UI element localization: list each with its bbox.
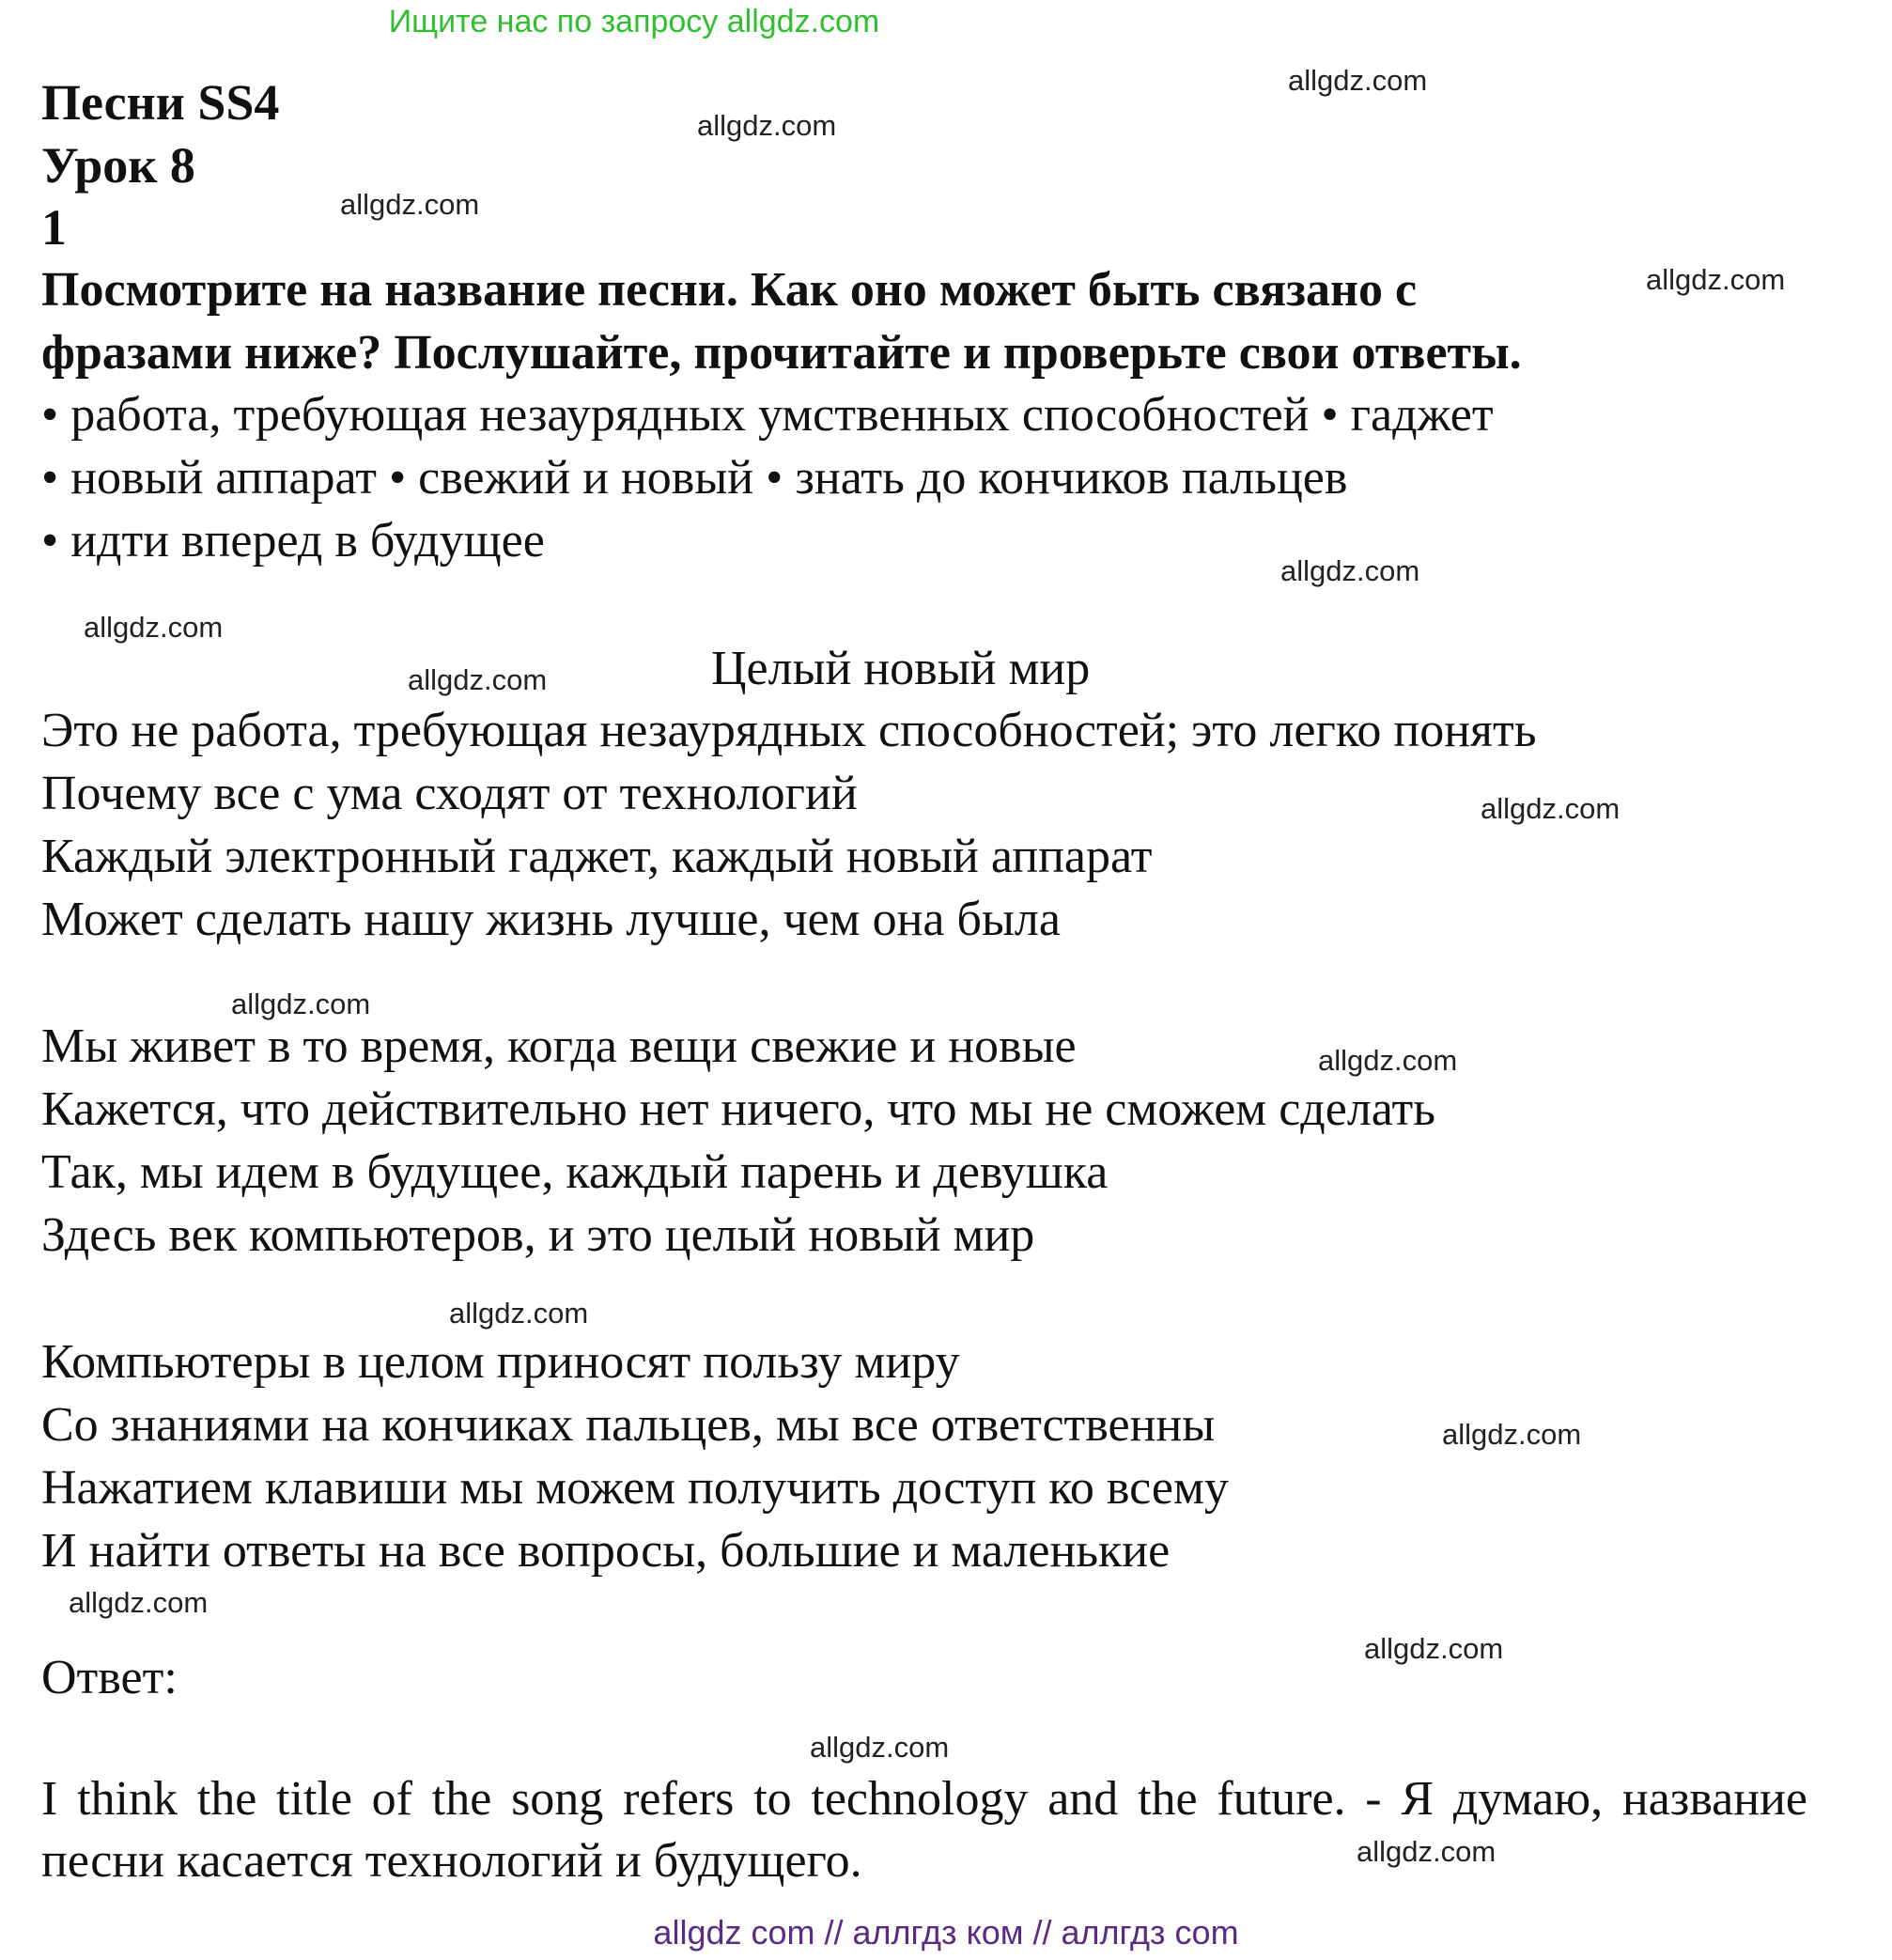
lyric-line: Мы живет в то время, когда вещи свежие и новые — [41, 1019, 1077, 1073]
watermark: allgdz.com — [69, 1586, 209, 1619]
watermark: allgdz.com — [231, 988, 371, 1020]
footer-watermark: allgdz com // аллгдз ком // аллгдз com — [653, 1913, 1239, 1952]
watermark: allgdz.com — [449, 1297, 589, 1330]
phrase-line: • идти вперед в будущее — [41, 514, 545, 568]
answer-label: Ответ: — [41, 1651, 178, 1704]
watermark: allgdz.com — [1280, 554, 1420, 587]
watermark: allgdz.com — [1442, 1418, 1582, 1451]
song-title: Целый новый мир — [711, 642, 1091, 695]
lyric-line: Здесь век компьютеров, и это целый новый мир — [41, 1208, 1035, 1262]
phrase-line: • новый аппарат • свежий и новый • знать до кончиков пальцев — [41, 451, 1348, 505]
phrase-line: • работа, требующая незаурядных умственных способностей • гаджет — [41, 388, 1494, 442]
watermark: allgdz.com — [1646, 263, 1786, 296]
watermark: allgdz.com — [1288, 64, 1428, 97]
lyric-line: Это не работа, требующая незаурядных способностей; это легко понять — [41, 704, 1537, 757]
lyric-line: Так, мы идем в будущее, каждый парень и девушка — [41, 1145, 1109, 1199]
watermark: allgdz.com — [810, 1731, 950, 1764]
lyric-line: Нажатием клавиши мы можем получить доступ ко всему — [41, 1461, 1229, 1515]
lyric-line: Может сделать нашу жизнь лучше, чем она была — [41, 893, 1061, 946]
watermark: allgdz.com — [1357, 1835, 1497, 1868]
lyric-line: Почему все с ума сходят от технологий — [41, 767, 858, 820]
lyric-line: И найти ответы на все вопросы, большие и маленькие — [41, 1524, 1171, 1578]
answer-text: I think the title of the song refers to technology and the future. - Я думаю, название песни касается технологий и будущего. — [41, 1772, 1807, 1888]
lyric-line: Компьютеры в целом приносят пользу миру — [41, 1335, 960, 1389]
lyric-line: Каждый электронный гаджет, каждый новый аппарат — [41, 830, 1153, 883]
instruction-line: фразами ниже? Послушайте, прочитайте и проверьте свои ответы. — [41, 326, 1522, 380]
search-banner: Ищите нас по запросу allgdz.com — [388, 4, 880, 39]
watermark: allgdz.com — [1481, 792, 1621, 825]
watermark: allgdz.com — [408, 663, 548, 696]
watermark: allgdz.com — [84, 611, 224, 644]
watermark: allgdz.com — [697, 109, 837, 142]
page-title: Песни SS4 — [41, 74, 280, 131]
instruction-line: Посмотрите на название песни. Как оно может быть связано с — [41, 263, 1418, 317]
watermark: allgdz.com — [1318, 1044, 1458, 1077]
exercise-number: 1 — [41, 199, 67, 256]
watermark: allgdz.com — [1364, 1632, 1504, 1665]
watermark: allgdz.com — [340, 188, 480, 221]
lesson-title: Урок 8 — [41, 137, 195, 194]
lyric-line: Кажется, что действительно нет ничего, что мы не сможем сделать — [41, 1082, 1435, 1136]
lyric-line: Со знаниями на кончиках пальцев, мы все ответственны — [41, 1398, 1216, 1452]
